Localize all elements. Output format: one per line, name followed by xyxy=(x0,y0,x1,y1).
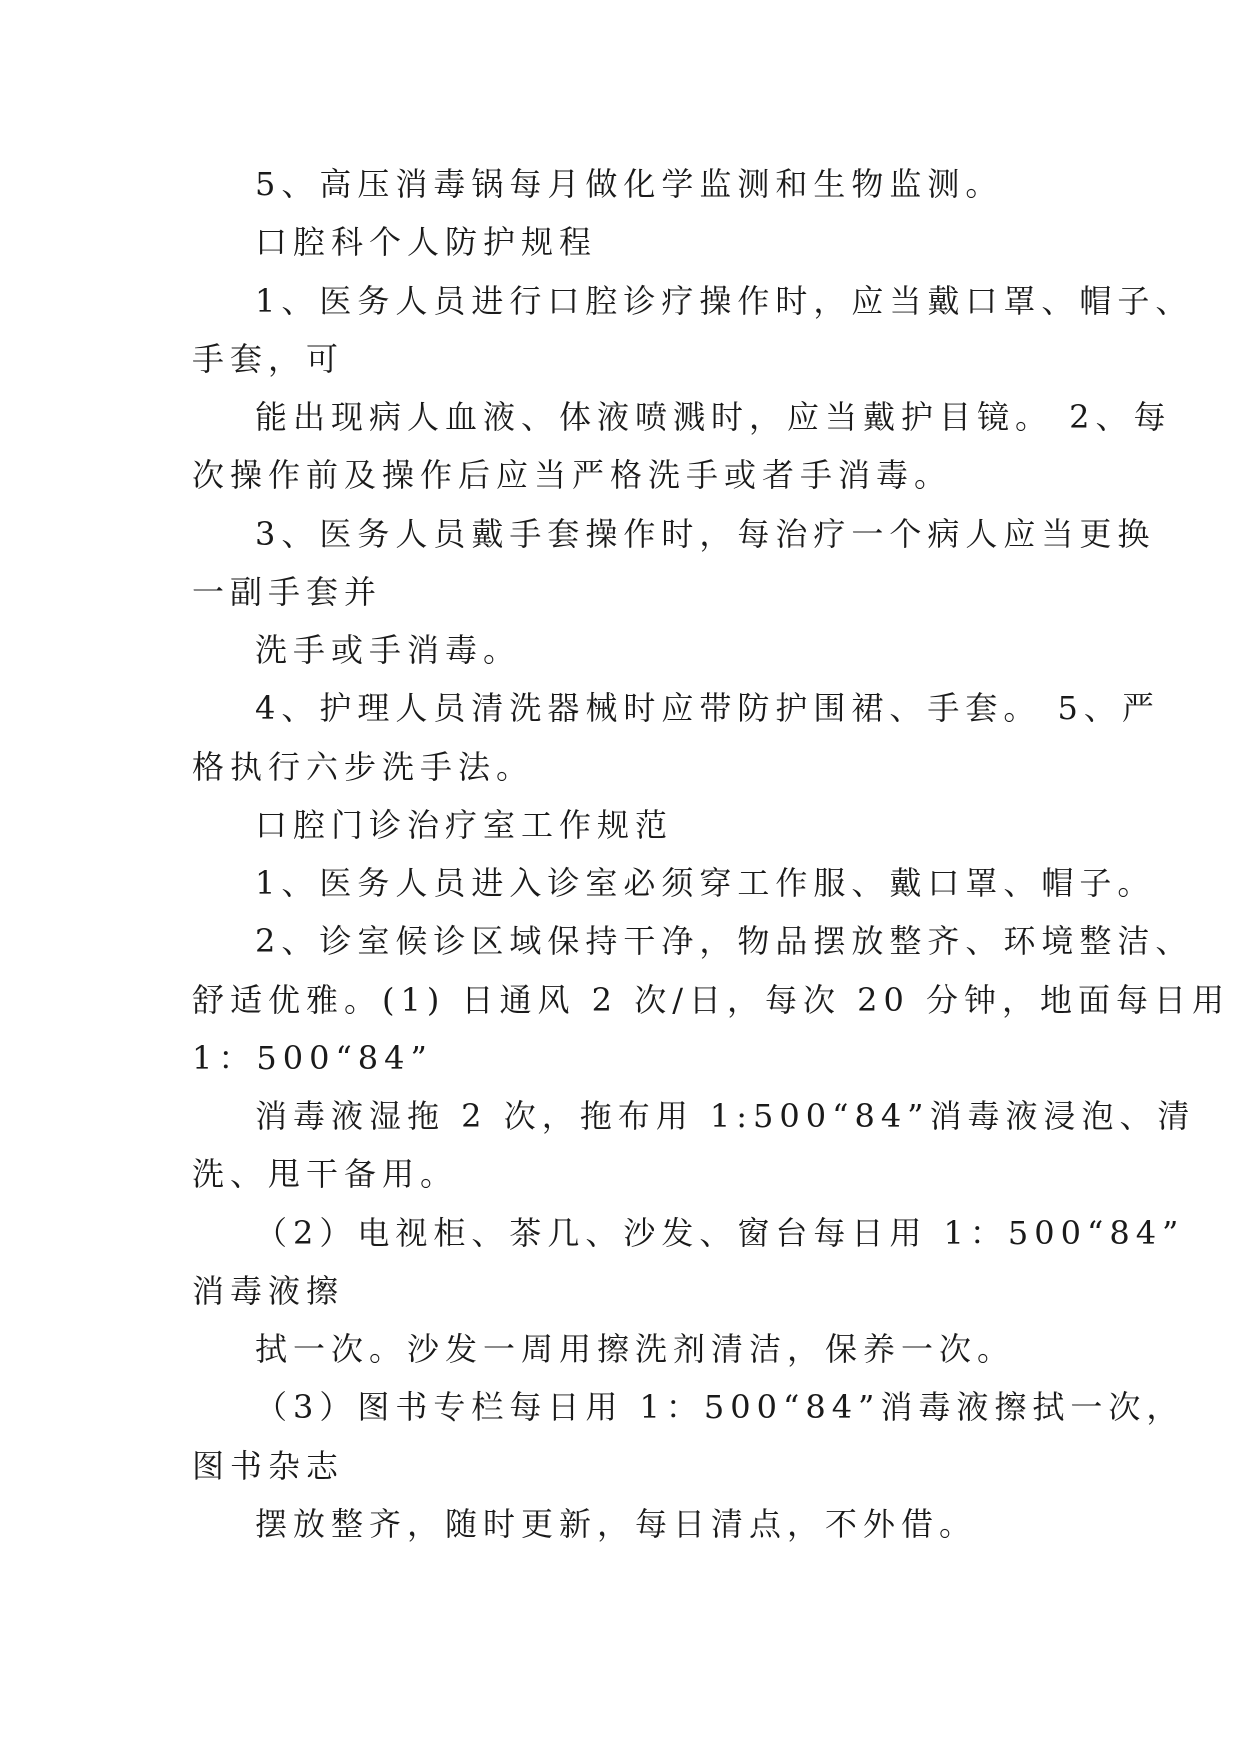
text-line: （3）图书专栏每日用 1：500“84”消毒液擦拭一次， xyxy=(255,1388,1185,1426)
text-line: 消毒液擦 xyxy=(192,1272,345,1310)
section-heading: 口腔科个人防护规程 xyxy=(255,223,598,261)
text-line: 手套，可 xyxy=(192,340,345,378)
text-line: 洗、甩干备用。 xyxy=(192,1155,459,1193)
text-line: 格执行六步洗手法。 xyxy=(192,748,535,786)
text-line: 3、医务人员戴手套操作时，每治疗一个病人应当更换 xyxy=(255,515,1156,553)
text-line: 1、医务人员进行口腔诊疗操作时，应当戴口罩、帽子、 xyxy=(255,282,1194,320)
text-line: 洗手或手消毒。 xyxy=(255,631,522,669)
text-line: 摆放整齐，随时更新，每日清点，不外借。 xyxy=(255,1505,978,1543)
text-line: 拭一次。沙发一周用擦洗剂清洁，保养一次。 xyxy=(255,1330,1016,1368)
text-line: 1：500“84” xyxy=(192,1039,433,1077)
text-line: 舒适优雅。(1) 日通风 2 次/日，每次 20 分钟，地面每日用 xyxy=(192,981,1231,1019)
text-line: 次操作前及操作后应当严格洗手或者手消毒。 xyxy=(192,456,953,494)
text-line: 2、诊室候诊区域保持干净，物品摆放整齐、环境整洁、 xyxy=(255,922,1194,960)
section-heading: 口腔门诊治疗室工作规范 xyxy=(255,806,674,844)
text-line: 图书杂志 xyxy=(192,1447,345,1485)
text-line: （2）电视柜、茶几、沙发、窗台每日用 1：500“84” xyxy=(255,1214,1185,1252)
text-line: 5、高压消毒锅每月做化学监测和生物监测。 xyxy=(255,165,1004,203)
text-line: 一副手套并 xyxy=(192,573,383,611)
text-line: 1、医务人员进入诊室必须穿工作服、戴口罩、帽子。 xyxy=(255,864,1156,902)
text-line: 能出现病人血液、体液喷溅时，应当戴护目镜。 2、每 xyxy=(255,398,1172,436)
text-line: 消毒液湿拖 2 次，拖布用 1:500“84”消毒液浸泡、清 xyxy=(255,1097,1196,1135)
text-line: 4、护理人员清洗器械时应带防护围裙、手套。 5、严 xyxy=(255,689,1160,727)
